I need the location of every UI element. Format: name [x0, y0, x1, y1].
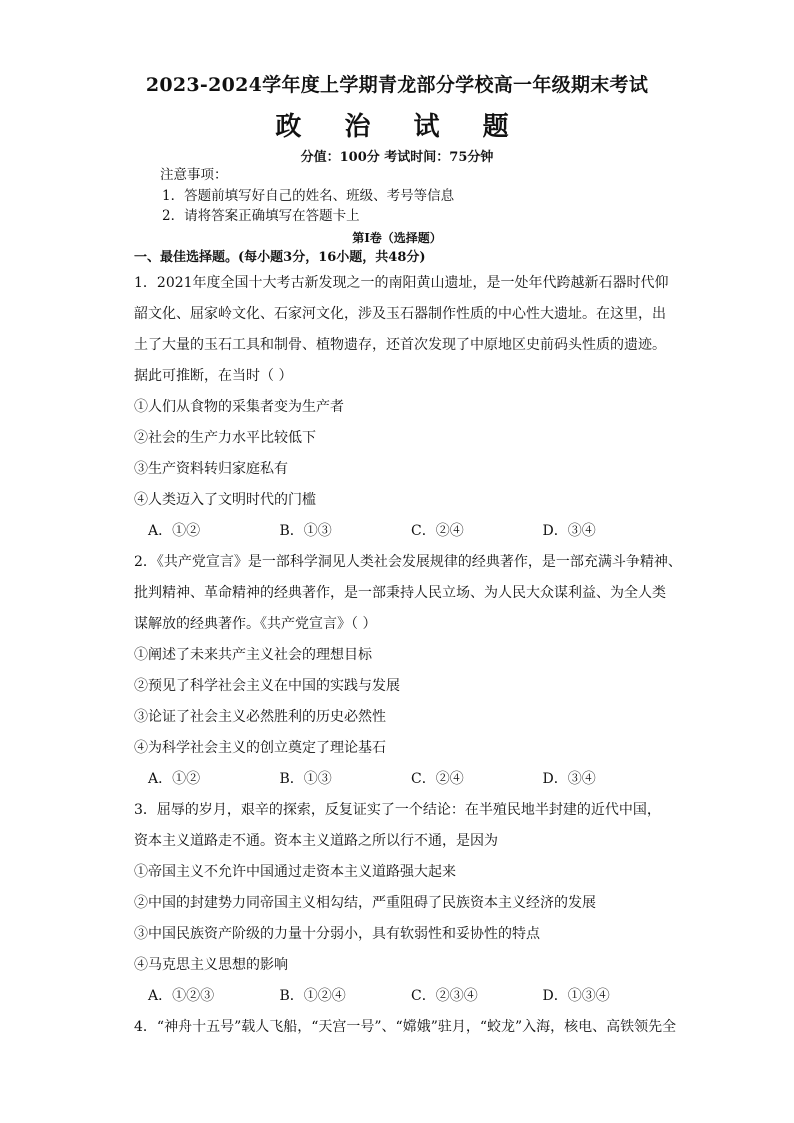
- question-2: [134, 547, 682, 795]
- question-option: ④人类迈入了文明时代的门槛: [134, 492, 316, 508]
- notes-block: [160, 165, 454, 227]
- questions-area: [134, 268, 682, 1043]
- question-option: ②中国的封建势力同帝国主义相勾结，严重阻碍了民族资本主义经济的发展: [134, 895, 596, 911]
- question-stem-line: 3．屈辱的岁月，艰辛的探索，反复证实了一个结论：在半殖民地半封建的近代中国，: [134, 802, 661, 818]
- question-stem-line: 4．“神舟十五号”载人飞船，“天宫一号”、“嫦娥”驻月，“蛟龙”入海，核电、高铁领先全: [134, 1019, 677, 1035]
- question-option: ③论证了社会主义必然胜利的历史必然性: [134, 709, 386, 725]
- question-stem-line: 土了大量的玉石工具和制骨、植物遗存，还首次发现了中原地区史前码头性质的遗迹。: [134, 337, 666, 353]
- notes-item: 1．答题前填写好自己的姓名、班级、考号等信息: [162, 187, 455, 204]
- question-stem-line: 谋解放的经典著作。《共产党宣言》（ ）: [134, 616, 377, 632]
- question-4: [134, 1012, 677, 1043]
- question-stem-line: 据此可推断，在当时（ ）: [134, 368, 293, 384]
- answer-choice-d: D．③④: [542, 771, 596, 787]
- answer-choice-b: B．①③: [279, 523, 332, 539]
- question-stem-line: 1．2021年度全国十大考古新发现之一的南阳黄山遗址，是一处年代跨越新石器时代仰: [134, 275, 669, 291]
- answer-choice-c: C．②④: [411, 771, 464, 787]
- answer-choices: [134, 981, 674, 1012]
- answer-choice-c: C．②④: [411, 523, 464, 539]
- answer-choices: [134, 516, 674, 547]
- question-option: ①人们从食物的采集者变为生产者: [134, 399, 344, 415]
- question-stem-line: 批判精神、革命精神的经典著作，是一部秉持人民立场、为人民大众谋利益、为全人类: [134, 585, 666, 601]
- answer-choice-d: D．①③④: [542, 988, 610, 1004]
- question-stem-line: 2．《共产党宣言》是一部科学洞见人类社会发展规律的经典著作，是一部充满斗争精神、: [134, 554, 682, 570]
- question-option: ②社会的生产力水平比较低下: [134, 430, 316, 446]
- answer-choice-b: B．①②④: [279, 988, 346, 1004]
- notes-heading: 注意事项：: [160, 167, 228, 183]
- question-option: ③生产资料转归家庭私有: [134, 461, 288, 477]
- answer-choice-b: B．①③: [279, 771, 332, 787]
- question-1: [134, 268, 674, 547]
- answer-choice-c: C．②③④: [411, 988, 478, 1004]
- notes-item: 2．请将答案正确填写在答题卡上: [162, 208, 360, 224]
- section-heading: 一、最佳选择题。(每小题3分，16小题，共48分): [134, 250, 426, 265]
- question-option: ①阐述了未来共产主义社会的理想目标: [134, 647, 372, 663]
- score-time-info: 分值：100分 考试时间：75分钟: [300, 150, 494, 165]
- question-option: ①帝国主义不允许中国通过走资本主义道路强大起来: [134, 864, 456, 880]
- question-option: ②预见了科学社会主义在中国的实践与发展: [134, 678, 400, 694]
- answer-choice-d: D．③④: [542, 523, 596, 539]
- volume-heading: 第I卷（选择题）: [352, 231, 442, 245]
- answer-choice-a: A．①②③: [148, 988, 215, 1004]
- question-option: ③中国民族资产阶级的力量十分弱小，具有软弱性和妥协性的特点: [134, 926, 540, 942]
- exam-title: 2023-2024学年度上学期青龙部分学校高一年级期末考试: [145, 74, 649, 96]
- answer-choices: [134, 764, 674, 795]
- subject-title: 政 治 试 题: [275, 112, 519, 142]
- answer-choice-a: A．①②: [148, 771, 201, 787]
- answer-choice-a: A．①②: [148, 523, 201, 539]
- question-3: [134, 795, 674, 1012]
- question-option: ④马克思主义思想的影响: [134, 957, 288, 973]
- question-stem-line: 资本主义道路走不通。资本主义道路之所以行不通，是因为: [134, 833, 498, 849]
- question-stem-line: 韶文化、屈家岭文化、石家河文化，涉及玉石器制作性质的中心性大遗址。在这里，出: [134, 306, 666, 322]
- question-option: ④为科学社会主义的创立奠定了理论基石: [134, 740, 386, 756]
